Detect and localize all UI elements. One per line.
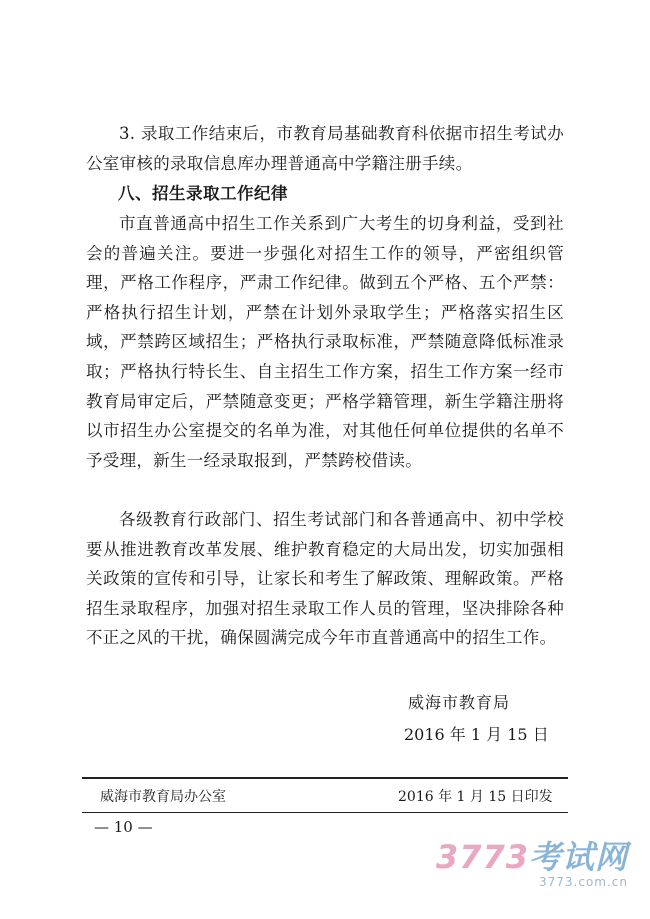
paragraph-registration: 3. 录取工作结束后，市教育局基础教育科依据市招生考试办公室审核的录取信息库办理普通高中学籍注册手续。 — [86, 124, 564, 173]
footer-bottom-rule — [82, 812, 568, 813]
section-heading: 八、招生录取工作纪律 — [118, 184, 288, 203]
watermark-url: 3773.com.cn — [539, 875, 628, 889]
footer-issuer: 威海市教育局办公室 — [100, 789, 226, 805]
watermark-name: 考试网 — [528, 838, 628, 876]
page-number: — 10 — — [94, 818, 153, 836]
watermark-logo — [436, 839, 628, 889]
signature-date: 2016 年 1 月 15 日 — [404, 725, 549, 744]
paragraph-responsibility: 各级教育行政部门、招生考试部门和各普通高中、初中学校要从推进教育改革发展、维护教育稳定的大局出发，切实加强相关政策的宣传和引导，让家长和考生了解政策、理解政策。严格招生录取程序，加强对招生录取工作人员的管理，坚决排除各种不正之风的干扰，确保圆满完成今年市直普通高中的招生工作。 — [86, 510, 564, 648]
footer-print-date: 2016 年 1 月 15 日印发 — [398, 789, 553, 805]
signature-org: 威海市教育局 — [408, 693, 511, 712]
paragraph-discipline: 市直普通高中招生工作关系到广大考生的切身利益，受到社会的普遍关注。要进一步强化对招生工作的领导，严密组织管理，严格工作程序，严肃工作纪律。做到五个严格、五个严禁：严格执行招生计划，严禁在计划外录取学生；严格落实招生区域，严禁跨区域招生；严格执行录取标准，严禁随意降低标准录取；严格执行特长生、自主招生工作方案，招生工作方案一经市教育局审定后，严禁随意变更；严格学籍管理，新生学籍注册将以市招生办公室提交的名单为准，对其他任何单位提供的名单不予受理，新生一经录取报到，严禁跨校借读。 — [86, 214, 564, 470]
watermark-number: 3773 — [435, 838, 529, 876]
footer-top-rule — [82, 777, 568, 779]
